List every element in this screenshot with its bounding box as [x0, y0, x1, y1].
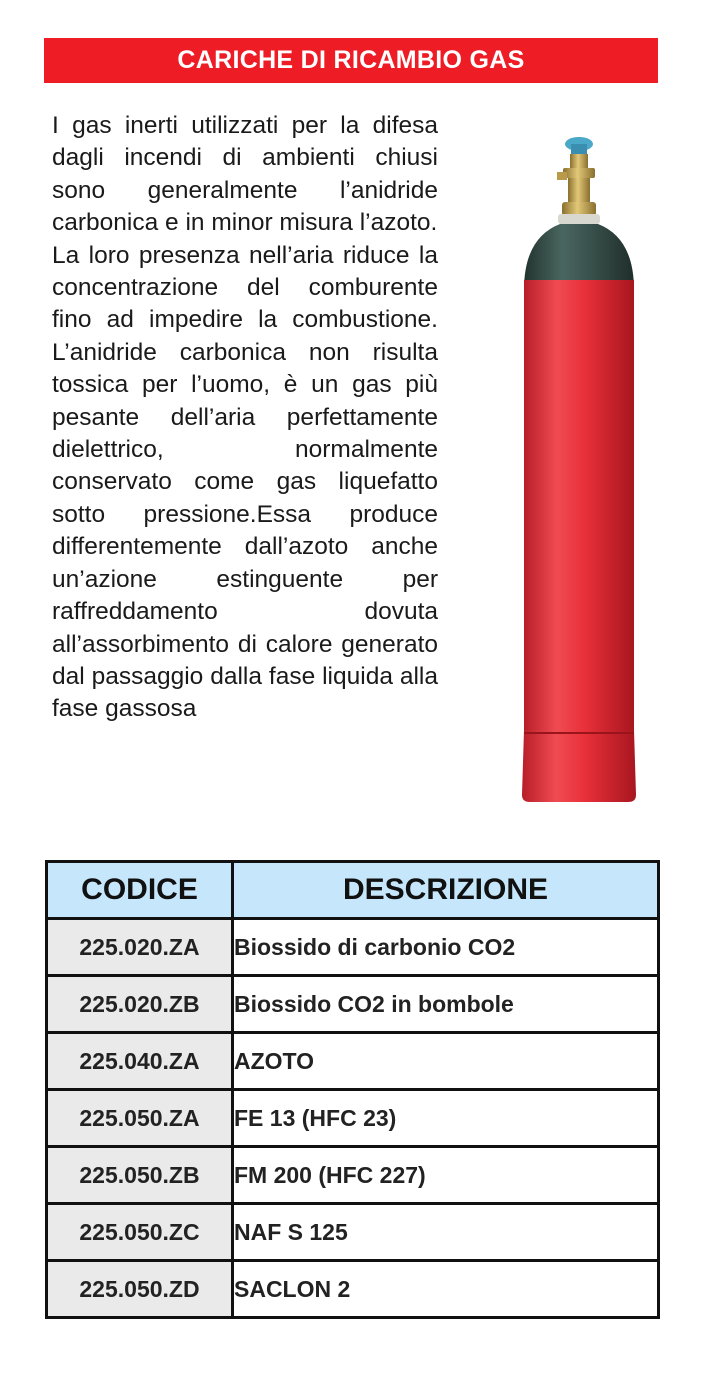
description-cell: Biossido CO2 in bombole	[233, 976, 659, 1033]
gas-cylinder-icon	[520, 130, 638, 820]
code-cell: 225.040.ZA	[47, 1033, 233, 1090]
section-title-banner: CARICHE DI RICAMBIO GAS	[44, 38, 658, 83]
code-cell: 225.020.ZA	[47, 919, 233, 976]
table-row	[47, 1261, 659, 1318]
description-cell: AZOTO	[233, 1033, 659, 1090]
description-cell: Biossido di carbonio CO2	[233, 919, 659, 976]
description-cell: NAF S 125	[233, 1204, 659, 1261]
description-cell: FM 200 (HFC 227)	[233, 1147, 659, 1204]
code-cell: 225.020.ZB	[47, 976, 233, 1033]
intro-paragraph-2: La loro presenza nell’aria riduce la concentrazione del comburente fino ad impedire la combustione. L’anidride carbonica non risulta tossica per l’uomo, è un gas più pesante dell’aria perfettamente dielettrico, normalmente conservato come gas liquefatto sotto pressione.Essa produce differentemente dall’azoto anche un’azione estinguente per raffreddamento dovuta all’assorbimento di calore generato dal passaggio dalla fase liquida alla fase gassosa	[52, 241, 438, 723]
column-header-code: CODICE	[47, 862, 233, 919]
description-cell: FE 13 (HFC 23)	[233, 1090, 659, 1147]
table-row	[47, 1147, 659, 1204]
table-row	[47, 976, 659, 1033]
code-cell: 225.050.ZD	[47, 1261, 233, 1318]
intro-paragraph-1: I gas inerti utilizzati per la difesa dagli incendi di ambienti chiusi sono generalmente l’anidride carbonica e in minor misura l’azoto.	[52, 112, 438, 237]
table-header-row	[47, 862, 659, 919]
gas-codes-table	[45, 860, 660, 1319]
table-row	[47, 1033, 659, 1090]
table-row	[47, 919, 659, 976]
description-cell: SACLON 2	[233, 1261, 659, 1318]
table-row	[47, 1204, 659, 1261]
code-cell: 225.050.ZB	[47, 1147, 233, 1204]
code-cell: 225.050.ZC	[47, 1204, 233, 1261]
table-row	[47, 1090, 659, 1147]
intro-text	[52, 110, 438, 726]
code-cell: 225.050.ZA	[47, 1090, 233, 1147]
column-header-description: DESCRIZIONE	[233, 862, 659, 919]
